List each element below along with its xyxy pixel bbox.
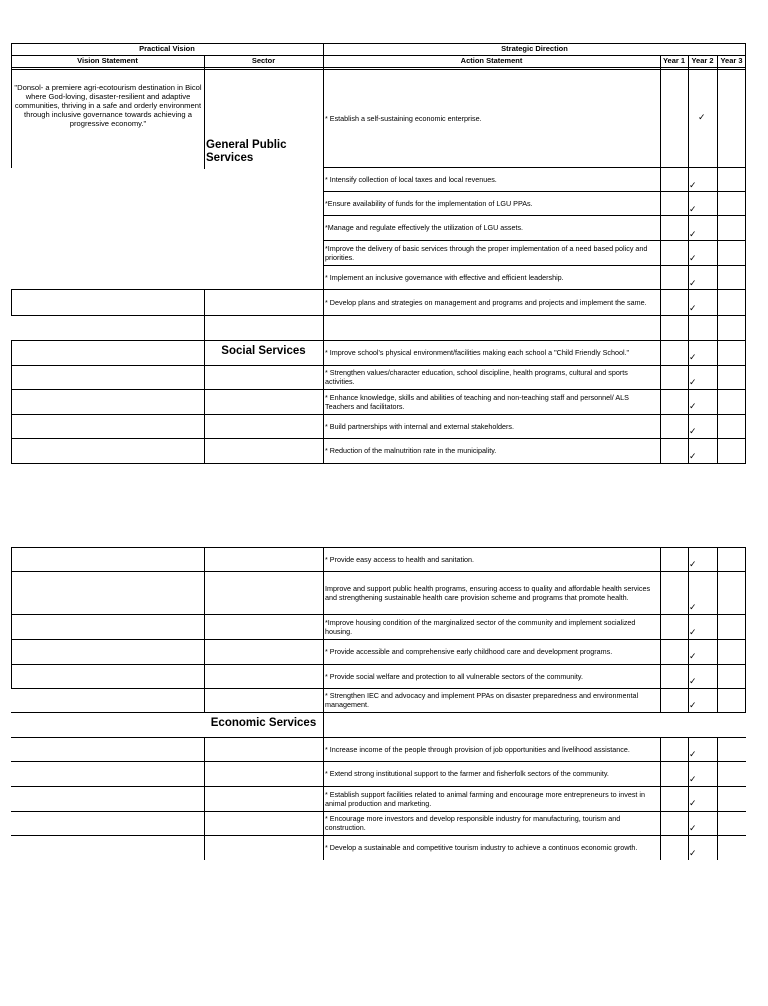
check-icon: ✓: [689, 823, 697, 833]
check-icon: ✓: [689, 559, 697, 569]
header-sector: Sector: [251, 56, 276, 65]
action-statement: *Ensure availability of funds for the implementation of LGU PPAs.: [325, 198, 533, 208]
action-statement: * Develop a sustainable and competitive tourism industry to achieve a continuos economic growth.: [325, 842, 638, 852]
check-icon: ✓: [689, 602, 697, 612]
check-icon: ✓: [689, 401, 697, 411]
check-icon: ✓: [689, 651, 697, 661]
header-year1: Year 1: [662, 56, 686, 65]
action-statement: * Enhance knowledge, skills and abilities of teaching and non-teaching staff and personnel/ ALS Teachers and facilitators.: [325, 392, 629, 411]
check-icon: ✓: [689, 253, 697, 263]
check-icon: ✓: [689, 676, 697, 686]
check-icon: ✓: [689, 278, 697, 288]
action-statement: * Strengthen values/character education, school discipline, health programs, cultural and sports activities.: [325, 368, 628, 386]
header-year3: Year 3: [720, 56, 743, 65]
check-icon: ✓: [698, 112, 706, 122]
header-year2: Year 2: [691, 56, 714, 65]
check-icon: ✓: [689, 303, 697, 313]
check-icon: ✓: [689, 700, 697, 710]
header-strategic-direction: Strategic Direction: [501, 44, 568, 53]
sector-social-services: Social Services: [221, 345, 306, 357]
action-statement: * Intensify collection of local taxes and local revenues.: [325, 174, 497, 184]
vision-statement-text: "Donsol- a premiere agri-ecotourism destination in Bicol where God-loving, disaster-resilient and adaptive communities, thriving in a safe and orderly environment through inclusive governance towards achieving a progressive economy.": [14, 82, 202, 128]
check-icon: ✓: [689, 627, 697, 637]
action-statement: *Improve the delivery of basic services through the proper implementation of a need based policy and priorities.: [325, 243, 648, 262]
check-icon: ✓: [689, 774, 697, 784]
action-statement: * Increase income of the people through provision of job opportunities and livelihood assistance.: [325, 744, 630, 754]
action-statement: * Implement an inclusive governance with effective and efficient leadership.: [325, 272, 564, 282]
action-statement: * Establish support facilities related to animal farming and encourage more entrepreneurs to invest in animal production and marketing.: [325, 789, 646, 808]
check-icon: ✓: [689, 352, 697, 362]
check-icon: ✓: [689, 377, 697, 387]
action-statement: *Manage and regulate effectively the utilization of LGU assets.: [325, 223, 524, 232]
action-statement: * Provide easy access to health and sanitation.: [325, 554, 475, 564]
check-icon: ✓: [689, 180, 697, 190]
strategic-plan-sheet-continued: [11, 547, 746, 867]
action-statement: * Develop plans and strategies on management and programs and projects and implement the same.: [325, 297, 647, 307]
check-icon: ✓: [689, 451, 697, 461]
check-icon: ✓: [689, 749, 697, 759]
check-icon: ✓: [689, 204, 697, 214]
header-action-statement: Action Statement: [460, 56, 523, 65]
header-vision-statement: Vision Statement: [77, 56, 138, 65]
action-statement: Improve and support public health programs, ensuring access to quality and affordable health services and strengthening sustainable health care provision scheme and programs that promote health.: [325, 583, 651, 602]
sector-economic-services: Economic Services: [210, 717, 317, 729]
action-statement: * Establish a self-sustaining economic enterprise.: [325, 113, 482, 123]
action-statement: * Strengthen IEC and advocacy and implement PPAs on disaster preparedness and environmental management.: [325, 691, 639, 709]
action-statement: * Build partnerships with internal and external stakeholders.: [325, 421, 514, 431]
action-statement: * Reduction of the malnutrition rate in the municipality.: [325, 446, 497, 455]
check-icon: ✓: [689, 848, 697, 858]
sector-general-public-services: General Public Services: [206, 139, 287, 164]
check-icon: ✓: [689, 229, 697, 239]
strategic-plan-sheet: [11, 43, 746, 483]
action-statement: * Encourage more investors and develop responsible industry for manufacturing, tourism and construction.: [325, 814, 621, 832]
action-statement: * Improve school's physical environment/facilities making each school a "Child Friendly School.": [325, 348, 630, 357]
action-statement: * Provide social welfare and protection to all vulnerable sectors of the community.: [325, 671, 583, 681]
action-statement: * Extend strong institutional support to the farmer and fisherfolk sectors of the community.: [325, 769, 609, 778]
action-statement: * Provide accessible and comprehensive early childhood care and development programs.: [325, 647, 613, 656]
check-icon: ✓: [689, 426, 697, 436]
action-statement: *Improve housing condition of the marginalized sector of the community and implement socialized housing.: [325, 617, 636, 636]
check-icon: ✓: [689, 798, 697, 808]
header-practical-vision: Practical Vision: [139, 44, 195, 53]
